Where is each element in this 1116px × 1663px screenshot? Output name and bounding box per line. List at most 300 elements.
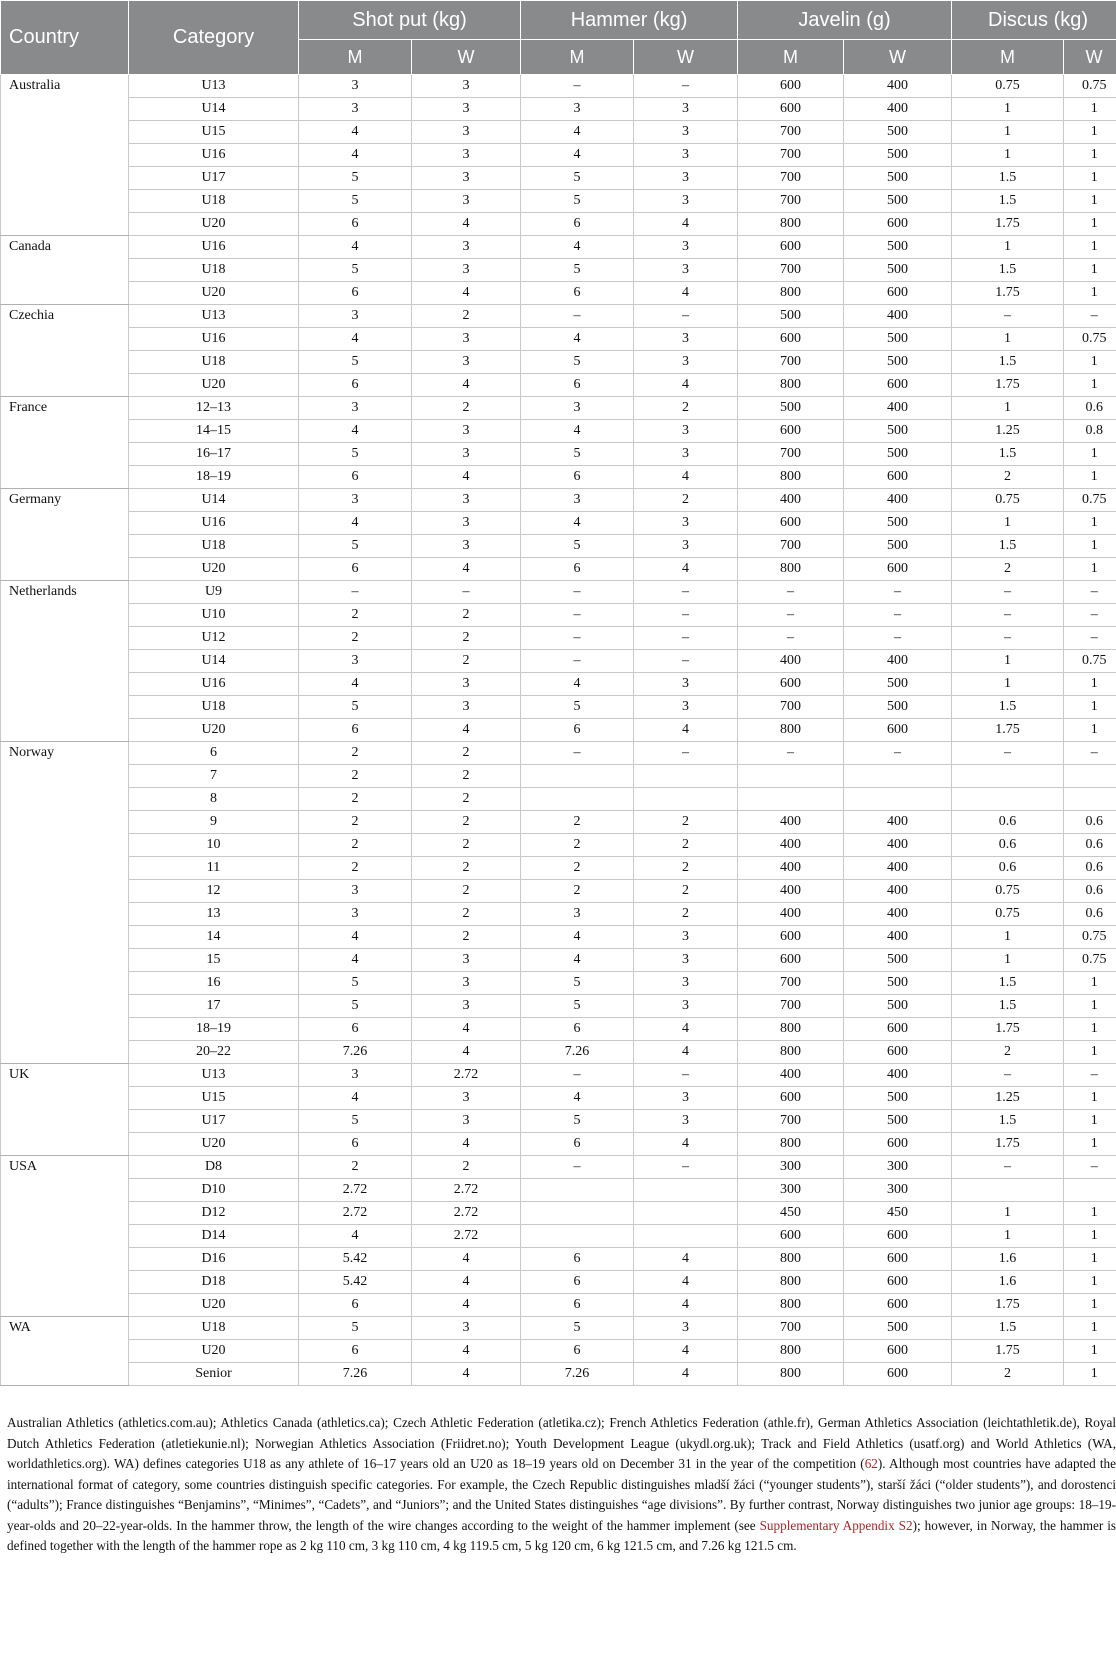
value-cell: – (844, 627, 952, 650)
table-row (1, 903, 1116, 926)
value-cell: 4 (521, 512, 634, 535)
value-cell: 4 (521, 121, 634, 144)
value-cell: 400 (738, 880, 844, 903)
header-shot-put-men: M (299, 40, 412, 75)
value-cell: 3 (634, 190, 738, 213)
header-hammer-men: M (521, 40, 634, 75)
table-row (1, 581, 1116, 604)
value-cell: 3 (412, 328, 521, 351)
table-row (1, 788, 1116, 811)
value-cell (952, 788, 1064, 811)
value-cell: – (1064, 1064, 1116, 1087)
value-cell: 3 (299, 1064, 412, 1087)
value-cell: 500 (844, 1087, 952, 1110)
value-cell: 2 (521, 834, 634, 857)
value-cell: 5.42 (299, 1248, 412, 1271)
value-cell: 4 (634, 558, 738, 581)
value-cell: 3 (412, 673, 521, 696)
value-cell: 3 (521, 98, 634, 121)
table-row (1, 535, 1116, 558)
value-cell: 3 (412, 351, 521, 374)
value-cell: 600 (844, 1340, 952, 1363)
value-cell: 2.72 (412, 1064, 521, 1087)
value-cell: 2 (412, 811, 521, 834)
value-cell: 400 (844, 926, 952, 949)
country-cell: Canada (1, 236, 129, 305)
table-row (1, 351, 1116, 374)
value-cell: 500 (844, 1110, 952, 1133)
value-cell: 0.75 (1064, 949, 1116, 972)
value-cell: 0.75 (952, 903, 1064, 926)
value-cell: 1.75 (952, 374, 1064, 397)
category-cell: 16–17 (129, 443, 299, 466)
value-cell: 2 (634, 834, 738, 857)
value-cell: 0.6 (1064, 880, 1116, 903)
value-cell: 1 (1064, 466, 1116, 489)
table-row (1, 443, 1116, 466)
value-cell: 500 (844, 167, 952, 190)
value-cell: 600 (844, 1041, 952, 1064)
value-cell: 3 (299, 903, 412, 926)
value-cell: 6 (299, 558, 412, 581)
value-cell: 400 (844, 903, 952, 926)
value-cell: 4 (634, 1133, 738, 1156)
value-cell: – (412, 581, 521, 604)
table-row (1, 834, 1116, 857)
value-cell: 6 (299, 466, 412, 489)
value-cell: 3 (412, 489, 521, 512)
value-cell: 1 (1064, 121, 1116, 144)
value-cell: 4 (521, 949, 634, 972)
table-row (1, 604, 1116, 627)
category-cell: U9 (129, 581, 299, 604)
category-cell: U15 (129, 1087, 299, 1110)
value-cell: 500 (844, 443, 952, 466)
value-cell: 3 (412, 259, 521, 282)
value-cell: 4 (634, 1271, 738, 1294)
value-cell: 3 (299, 489, 412, 512)
category-cell: 20–22 (129, 1041, 299, 1064)
table-row (1, 1363, 1116, 1386)
value-cell: – (1064, 742, 1116, 765)
value-cell: 4 (412, 1271, 521, 1294)
value-cell: 400 (738, 1064, 844, 1087)
value-cell: 600 (844, 213, 952, 236)
value-cell: 2 (299, 788, 412, 811)
table-row (1, 949, 1116, 972)
footnote-text-1: Australian Athletics (athletics.com.au); Athletics Canada (athletics.ca); Czech Athletic Federation (atletika.cz); French Athletics Federation (athle.fr), German Athletics Association (leichtathletik.de), Royal Dutch Athletics Federation (atletiekunie.nl); Norwegian Athletics Association (Friidret.no); Youth Development League (ukydl.org.uk); Track and Field Athletics (usatf.org) and World Athletics (WA, worldathletics.org). WA) defines categories U18 as any athlete of 16–17 years old an U20 as 18–19 years old on December 31 in the year of the competition ( (7, 1415, 1116, 1471)
value-cell: 3 (634, 144, 738, 167)
category-cell: U20 (129, 374, 299, 397)
value-cell: 600 (844, 1248, 952, 1271)
value-cell: 3 (412, 236, 521, 259)
value-cell: 4 (299, 121, 412, 144)
category-cell: D10 (129, 1179, 299, 1202)
value-cell: 5 (521, 696, 634, 719)
table-row (1, 880, 1116, 903)
category-cell: 17 (129, 995, 299, 1018)
footnote-reference-link[interactable]: 62 (864, 1456, 878, 1471)
value-cell: 1.5 (952, 443, 1064, 466)
table-row (1, 1317, 1116, 1340)
value-cell: 600 (844, 282, 952, 305)
category-cell: 12–13 (129, 397, 299, 420)
value-cell: 2 (634, 397, 738, 420)
value-cell: 1 (1064, 1294, 1116, 1317)
value-cell: 7.26 (299, 1363, 412, 1386)
category-cell: 11 (129, 857, 299, 880)
value-cell: 0.75 (952, 489, 1064, 512)
value-cell: 1 (1064, 719, 1116, 742)
value-cell (738, 788, 844, 811)
table-row (1, 696, 1116, 719)
value-cell: 2 (521, 857, 634, 880)
value-cell: 2 (952, 466, 1064, 489)
value-cell (844, 788, 952, 811)
value-cell: 3 (412, 420, 521, 443)
country-cell: Australia (1, 75, 129, 236)
value-cell: – (521, 1156, 634, 1179)
value-cell: 2 (412, 604, 521, 627)
value-cell: 2 (521, 880, 634, 903)
value-cell: 0.6 (952, 857, 1064, 880)
value-cell: 700 (738, 443, 844, 466)
value-cell: 400 (844, 397, 952, 420)
value-cell: – (952, 604, 1064, 627)
value-cell: 2 (634, 857, 738, 880)
category-cell: U18 (129, 696, 299, 719)
category-cell: U12 (129, 627, 299, 650)
value-cell: 3 (634, 328, 738, 351)
value-cell: 500 (844, 995, 952, 1018)
value-cell: 1.6 (952, 1271, 1064, 1294)
category-cell: U15 (129, 121, 299, 144)
value-cell: 5 (299, 190, 412, 213)
category-cell: 9 (129, 811, 299, 834)
value-cell: 1.75 (952, 1133, 1064, 1156)
value-cell: 1 (1064, 374, 1116, 397)
value-cell: 500 (844, 972, 952, 995)
table-row (1, 650, 1116, 673)
value-cell: 600 (844, 1294, 952, 1317)
value-cell: 3 (634, 972, 738, 995)
value-cell: 4 (412, 558, 521, 581)
value-cell: 2 (299, 627, 412, 650)
value-cell: 1 (1064, 1225, 1116, 1248)
category-cell: U16 (129, 236, 299, 259)
value-cell: 3 (412, 972, 521, 995)
value-cell: 3 (412, 144, 521, 167)
value-cell: 3 (634, 167, 738, 190)
value-cell: 6 (299, 374, 412, 397)
value-cell: – (634, 742, 738, 765)
value-cell: 3 (634, 995, 738, 1018)
value-cell: 0.6 (1064, 834, 1116, 857)
value-cell: 4 (412, 1363, 521, 1386)
value-cell: 4 (634, 1018, 738, 1041)
value-cell: 6 (521, 1294, 634, 1317)
value-cell: 4 (634, 213, 738, 236)
value-cell: 400 (738, 834, 844, 857)
value-cell: 1 (1064, 535, 1116, 558)
value-cell: 450 (844, 1202, 952, 1225)
value-cell: 4 (521, 236, 634, 259)
value-cell: 450 (738, 1202, 844, 1225)
value-cell: 4 (412, 1294, 521, 1317)
table-row (1, 1202, 1116, 1225)
value-cell: 1 (1064, 1317, 1116, 1340)
value-cell: 1.5 (952, 351, 1064, 374)
value-cell: 3 (412, 1087, 521, 1110)
value-cell (634, 1179, 738, 1202)
table-row (1, 489, 1116, 512)
value-cell: 800 (738, 1363, 844, 1386)
value-cell: 400 (738, 903, 844, 926)
value-cell: 1 (952, 236, 1064, 259)
table-row (1, 75, 1116, 98)
value-cell: 3 (412, 121, 521, 144)
value-cell: – (299, 581, 412, 604)
value-cell: 2 (299, 765, 412, 788)
value-cell: 1.75 (952, 1018, 1064, 1041)
value-cell (634, 788, 738, 811)
value-cell: 800 (738, 1041, 844, 1064)
value-cell: 5 (299, 1317, 412, 1340)
value-cell: 1 (1064, 1041, 1116, 1064)
value-cell: 1 (1064, 696, 1116, 719)
value-cell (952, 765, 1064, 788)
value-cell: 2 (412, 1156, 521, 1179)
value-cell: – (738, 604, 844, 627)
country-cell: France (1, 397, 129, 489)
value-cell: 5 (299, 1110, 412, 1133)
value-cell: 1.5 (952, 190, 1064, 213)
category-cell: U18 (129, 259, 299, 282)
value-cell: 600 (844, 1133, 952, 1156)
value-cell: 800 (738, 213, 844, 236)
value-cell: 2 (412, 926, 521, 949)
value-cell: 1.5 (952, 1317, 1064, 1340)
value-cell: 1.25 (952, 1087, 1064, 1110)
value-cell: 3 (634, 926, 738, 949)
value-cell: 7.26 (299, 1041, 412, 1064)
value-cell: 800 (738, 719, 844, 742)
value-cell: 300 (844, 1179, 952, 1202)
value-cell: 1 (1064, 144, 1116, 167)
value-cell: 5 (299, 535, 412, 558)
value-cell: 600 (738, 673, 844, 696)
value-cell: 0.75 (1064, 926, 1116, 949)
value-cell: 2.72 (299, 1202, 412, 1225)
value-cell: 3 (412, 190, 521, 213)
value-cell: 400 (738, 650, 844, 673)
value-cell: 1 (1064, 443, 1116, 466)
category-cell: U18 (129, 351, 299, 374)
value-cell: – (952, 1156, 1064, 1179)
value-cell: 1.75 (952, 1340, 1064, 1363)
value-cell: 600 (738, 512, 844, 535)
table-row (1, 926, 1116, 949)
value-cell: 700 (738, 972, 844, 995)
value-cell: 2 (634, 903, 738, 926)
value-cell: 500 (844, 259, 952, 282)
value-cell: 1 (1064, 1202, 1116, 1225)
value-cell: 3 (412, 443, 521, 466)
value-cell: 4 (412, 1018, 521, 1041)
value-cell: – (738, 627, 844, 650)
value-cell: 500 (844, 236, 952, 259)
value-cell: 5 (521, 351, 634, 374)
value-cell: 1 (1064, 1340, 1116, 1363)
value-cell: 1 (1064, 1018, 1116, 1041)
value-cell: – (1064, 581, 1116, 604)
value-cell: 1 (952, 121, 1064, 144)
value-cell: 6 (521, 1133, 634, 1156)
value-cell: 6 (299, 1294, 412, 1317)
value-cell: 400 (738, 489, 844, 512)
value-cell: – (521, 650, 634, 673)
value-cell: 700 (738, 351, 844, 374)
value-cell: 600 (844, 1225, 952, 1248)
value-cell: – (1064, 627, 1116, 650)
value-cell: 700 (738, 995, 844, 1018)
value-cell: 6 (299, 1133, 412, 1156)
value-cell: 1 (952, 512, 1064, 535)
value-cell: 4 (412, 466, 521, 489)
value-cell: 1.6 (952, 1248, 1064, 1271)
value-cell: 3 (412, 1110, 521, 1133)
header-hammer-women: W (634, 40, 738, 75)
value-cell: 1.5 (952, 1110, 1064, 1133)
value-cell: 400 (738, 811, 844, 834)
value-cell: 5 (521, 972, 634, 995)
value-cell: 4 (299, 420, 412, 443)
value-cell: 2 (952, 558, 1064, 581)
value-cell: 4 (634, 1340, 738, 1363)
country-cell: UK (1, 1064, 129, 1156)
table-row (1, 121, 1116, 144)
value-cell: 1.5 (952, 972, 1064, 995)
value-cell (521, 765, 634, 788)
value-cell: – (521, 581, 634, 604)
table-row (1, 627, 1116, 650)
value-cell: 300 (738, 1156, 844, 1179)
value-cell: 6 (299, 282, 412, 305)
table-row (1, 1340, 1116, 1363)
category-cell: 8 (129, 788, 299, 811)
value-cell: 3 (299, 75, 412, 98)
value-cell: 3 (521, 397, 634, 420)
category-cell: D12 (129, 1202, 299, 1225)
value-cell: 1.75 (952, 213, 1064, 236)
value-cell: – (521, 75, 634, 98)
value-cell: 1 (1064, 351, 1116, 374)
value-cell: 4 (521, 1087, 634, 1110)
category-cell: U16 (129, 328, 299, 351)
value-cell: 2 (952, 1363, 1064, 1386)
value-cell: 3 (634, 1087, 738, 1110)
value-cell: – (634, 75, 738, 98)
value-cell: – (738, 742, 844, 765)
value-cell: – (738, 581, 844, 604)
table-row (1, 972, 1116, 995)
value-cell: 800 (738, 282, 844, 305)
value-cell: 6 (521, 719, 634, 742)
value-cell: 3 (412, 512, 521, 535)
value-cell: 4 (634, 466, 738, 489)
header-country: Country (1, 1, 129, 75)
value-cell: – (521, 604, 634, 627)
value-cell: – (634, 604, 738, 627)
value-cell: 3 (521, 489, 634, 512)
value-cell: 1 (952, 98, 1064, 121)
category-cell: Senior (129, 1363, 299, 1386)
value-cell: 4 (412, 1248, 521, 1271)
value-cell: 6 (521, 466, 634, 489)
value-cell: 700 (738, 535, 844, 558)
value-cell: 600 (738, 75, 844, 98)
category-cell: U20 (129, 558, 299, 581)
value-cell: 500 (844, 351, 952, 374)
table-row (1, 374, 1116, 397)
category-cell: 7 (129, 765, 299, 788)
value-cell: 600 (844, 1363, 952, 1386)
value-cell (844, 765, 952, 788)
value-cell: 700 (738, 259, 844, 282)
value-cell: 6 (299, 719, 412, 742)
value-cell: 1 (1064, 972, 1116, 995)
value-cell: 4 (299, 1225, 412, 1248)
table-row (1, 1156, 1116, 1179)
value-cell: 0.6 (952, 834, 1064, 857)
value-cell: 1 (1064, 1363, 1116, 1386)
value-cell: 500 (738, 397, 844, 420)
value-cell: 0.75 (1064, 650, 1116, 673)
value-cell: 800 (738, 558, 844, 581)
value-cell: 3 (412, 995, 521, 1018)
value-cell: 4 (634, 1363, 738, 1386)
value-cell: 600 (738, 98, 844, 121)
value-cell: 2 (412, 765, 521, 788)
value-cell: 1.25 (952, 420, 1064, 443)
value-cell: 500 (844, 535, 952, 558)
table-row (1, 558, 1116, 581)
category-cell: U14 (129, 98, 299, 121)
table-row (1, 466, 1116, 489)
value-cell: 500 (844, 1317, 952, 1340)
category-cell: U20 (129, 1294, 299, 1317)
category-cell: U20 (129, 719, 299, 742)
value-cell: 4 (299, 236, 412, 259)
value-cell: 400 (844, 489, 952, 512)
table-row (1, 857, 1116, 880)
table-body (1, 75, 1116, 1386)
value-cell: – (1064, 305, 1116, 328)
value-cell (1064, 1179, 1116, 1202)
table-row (1, 213, 1116, 236)
value-cell: 0.75 (1064, 75, 1116, 98)
supplementary-appendix-link[interactable]: Supplementary Appendix S2 (759, 1517, 913, 1533)
value-cell: 3 (299, 397, 412, 420)
category-cell: D18 (129, 1271, 299, 1294)
value-cell: 4 (634, 719, 738, 742)
table-row (1, 397, 1116, 420)
table-row (1, 1110, 1116, 1133)
table-row (1, 1225, 1116, 1248)
value-cell: 4 (299, 1087, 412, 1110)
value-cell: 1 (952, 673, 1064, 696)
country-cell: WA (1, 1317, 129, 1386)
